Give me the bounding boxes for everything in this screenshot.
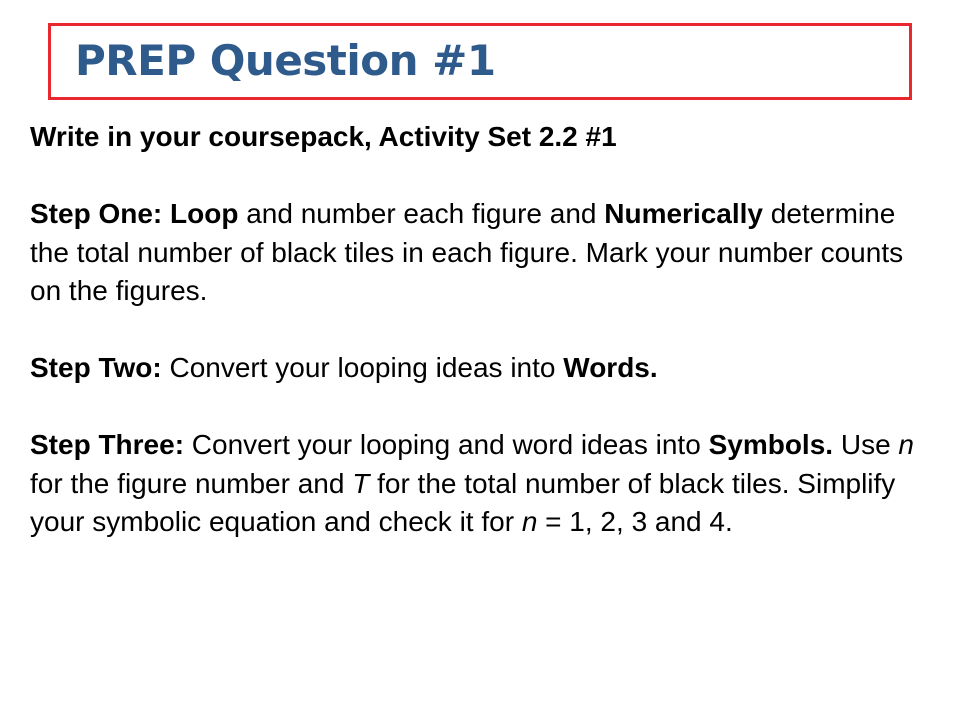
- words-keyword: Words.: [563, 352, 658, 383]
- numerically-keyword: Numerically: [604, 198, 763, 229]
- step-one-text-2: determine the total number of black tiles in each figure. Mark your number counts on the figures.: [30, 198, 904, 306]
- spacer: [30, 311, 930, 350]
- loop-keyword: Loop: [170, 198, 239, 229]
- instructions: [30, 118, 930, 542]
- intro-text: Write in your coursepack, Activity Set 2.2 #1: [30, 121, 617, 152]
- step-three-text-1: Convert your looping and word ideas into: [184, 429, 709, 460]
- step-one-text-1: and number each figure and: [238, 198, 605, 229]
- step-three-label: Step Three:: [30, 429, 185, 460]
- step-two-paragraph: [30, 349, 930, 388]
- symbols-keyword: Symbols.: [708, 429, 834, 460]
- step-three-text-3: for the figure number and: [30, 467, 353, 499]
- step-three-paragraph: [30, 426, 930, 542]
- page-title: PREP Question #1: [75, 36, 496, 85]
- step-two-text: Convert your looping ideas into: [161, 352, 564, 383]
- step-one-paragraph: [30, 195, 930, 311]
- step-three-text-4: for the total number of black tiles. Simplify your symbolic equation and check it for: [30, 467, 896, 537]
- step-three-text-5: = 1, 2, 3 and 4.: [537, 506, 733, 537]
- step-one-label: Step One:: [30, 198, 163, 229]
- title-box: [48, 23, 912, 100]
- step-one-space: [162, 198, 170, 229]
- variable-n: n: [898, 429, 914, 460]
- spacer: [30, 388, 930, 427]
- spacer: [30, 157, 930, 196]
- variable-T: T: [352, 467, 370, 499]
- step-two-label: Step Two:: [30, 352, 162, 383]
- step-three-text-2: Use: [833, 429, 899, 460]
- variable-n-check: n: [521, 506, 538, 537]
